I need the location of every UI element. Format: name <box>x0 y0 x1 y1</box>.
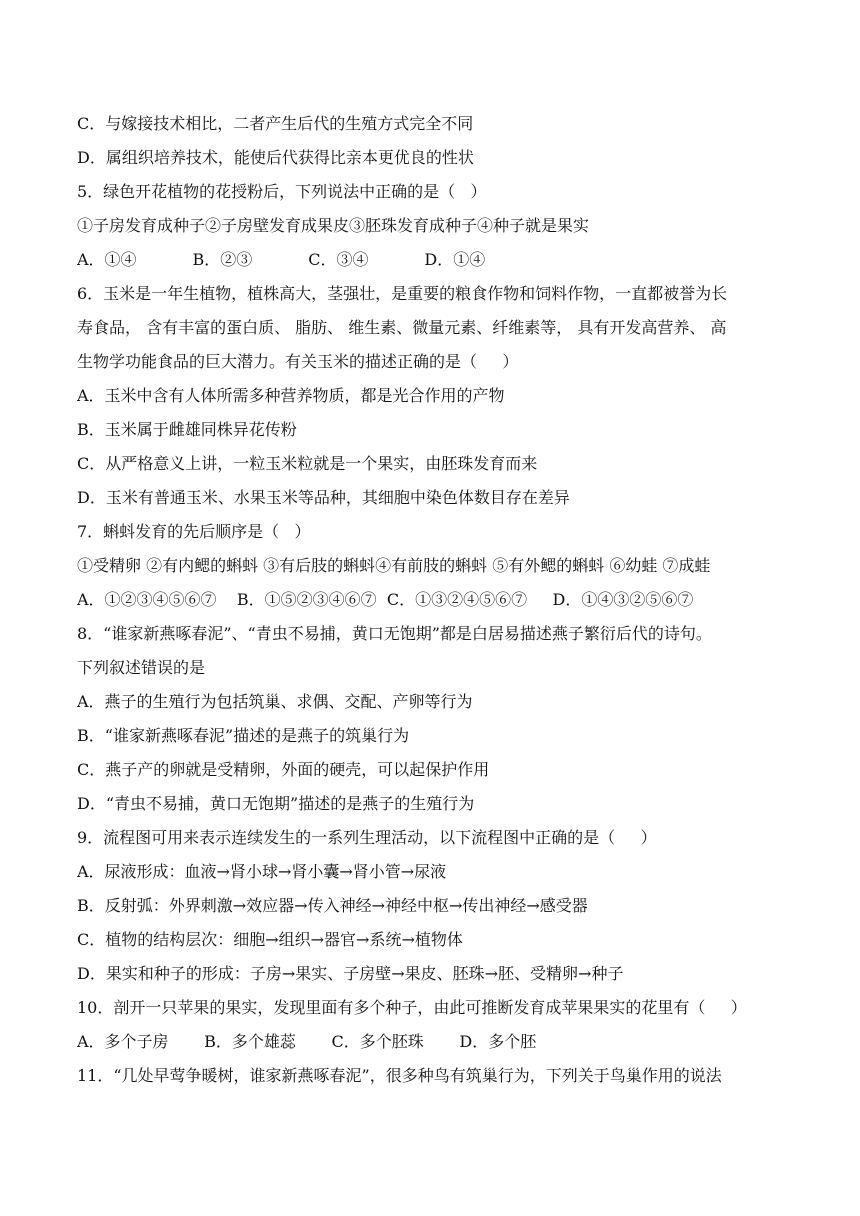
text-line: 寿食品， 含有丰富的蛋白质、 脂肪、 维生素、微量元素、纤维素等， 具有开发高营养、 高 <box>77 318 727 337</box>
text-line: D．“青虫不易捕，黄口无饱期”描述的是燕子的生殖行为 <box>77 794 475 813</box>
question-text-block <box>77 107 802 1093</box>
text-line: C．从严格意义上讲，一粒玉米粒就是一个果实，由胚珠发育而来 <box>77 454 538 473</box>
text-line: A．尿液形成：血液→肾小球→肾小囊→肾小管→尿液 <box>77 862 447 881</box>
text-line: A．①②③④⑤⑥⑦ B．①⑤②③④⑥⑦ C．①③②④⑤⑥⑦ D．①④③②⑤⑥⑦ <box>77 590 694 609</box>
text-line: ①受精卵 ②有内鳃的蝌蚪 ③有后肢的蝌蚪④有前肢的蝌蚪 ⑤有外鳃的蝌蚪 ⑥幼蛙 ⑦成蛙 <box>77 556 711 575</box>
text-line: 10．剖开一只苹果的果实，发现里面有多个种子，由此可推断发育成苹果果实的花里有（ ） <box>77 998 747 1017</box>
text-line: A．燕子的生殖行为包括筑巢、求偶、交配、产卵等行为 <box>77 692 473 711</box>
text-line: 8．“谁家新燕啄春泥”、“青虫不易捕，黄口无饱期”都是白居易描述燕子繁衍后代的诗句。 <box>77 624 712 643</box>
text-line: B．玉米属于雌雄同株异花传粉 <box>77 420 297 439</box>
text-line: 11．“几处早莺争暖树，谁家新燕啄春泥”，很多种鸟有筑巢行为，下列关于鸟巢作用的说法 <box>77 1066 722 1085</box>
text-line: D．玉米有普通玉米、水果玉米等品种，其细胞中染色体数目存在差异 <box>77 488 570 507</box>
text-line: 下列叙述错误的是 <box>77 658 206 677</box>
text-line: D．果实和种子的形成：子房→果实、子房壁→果皮、胚珠→胚、受精卵→种子 <box>77 964 624 983</box>
text-line: C．与嫁接技术相比，二者产生后代的生殖方式完全不同 <box>77 114 474 133</box>
text-line: A．多个子房 B．多个雄蕊 C．多个胚珠 D．多个胚 <box>77 1032 537 1051</box>
text-line: ①子房发育成种子②子房壁发育成果皮③胚珠发育成种子④种子就是果实 <box>77 216 590 235</box>
text-line: B．“谁家新燕啄春泥”描述的是燕子的筑巢行为 <box>77 726 410 745</box>
text-line: C．燕子产的卵就是受精卵，外面的硬壳，可以起保护作用 <box>77 760 490 779</box>
text-line: 7．蝌蚪发育的先后顺序是（ ） <box>77 522 311 541</box>
text-line: D．属组织培养技术，能使后代获得比亲本更优良的性状 <box>77 148 474 167</box>
text-line: 9．流程图可用来表示连续发生的一系列生理活动，以下流程图中正确的是（ ） <box>77 828 657 847</box>
text-line: 5．绿色开花植物的花授粉后，下列说法中正确的是（ ） <box>77 182 487 201</box>
text-line: A．①④ B．②③ C．③④ D．①④ <box>77 250 486 269</box>
text-line: 生物学功能食品的巨大潜力。有关玉米的描述正确的是（ ） <box>77 352 519 371</box>
text-line: 6．玉米是一年生植物，植株高大，茎强壮，是重要的粮食作物和饲料作物，一直都被誉为长 <box>77 284 728 303</box>
text-line: A．玉米中含有人体所需多种营养物质，都是光合作用的产物 <box>77 386 505 405</box>
text-line: B．反射弧：外界刺激→效应器→传入神经→神经中枢→传出神经→感受器 <box>77 896 588 915</box>
text-line: C．植物的结构层次：细胞→组织→器官→系统→植物体 <box>77 930 463 949</box>
